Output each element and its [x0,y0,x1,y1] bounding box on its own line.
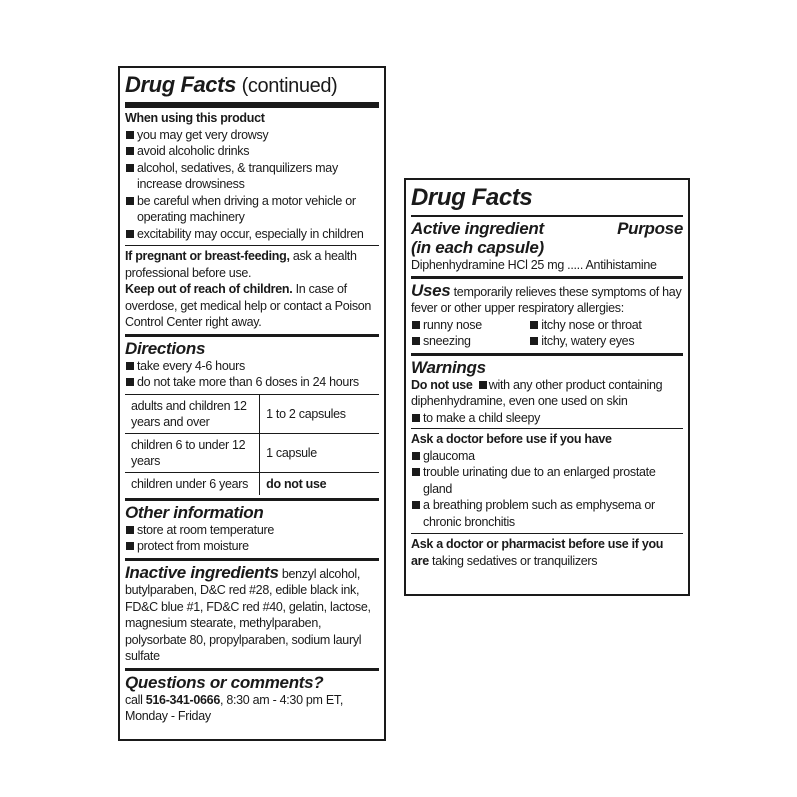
list-item: itchy, watery eyes [529,333,683,350]
inactive-ingredients-heading: Inactive ingredients [125,562,279,582]
list-item: store at room temperature [125,522,379,539]
table-cell: children under 6 years [125,472,260,495]
ask-pharmacist-bold: Ask a doctor or pharmacist before use if you are [411,537,664,568]
uses-text [411,281,683,317]
do-not-use-item: with any other product containing diphenhydramine, even one used on skin [411,377,663,408]
list-item: protect from moisture [125,538,379,555]
pregnancy-warning [125,248,379,281]
list-item: itchy nose or throat [529,317,683,334]
list-item: glaucoma [411,448,683,465]
uses-description: temporarily relieves these symptoms of hay fever or other upper respiratory allergies: [411,284,682,315]
directions-heading: Directions [125,338,206,358]
questions-text [125,692,379,725]
inactive-ingredients-text [125,563,379,665]
list-item: to make a child sleepy [411,410,683,427]
phone-number: 516-341-0666 [145,692,220,707]
directions-section [125,334,379,498]
keep-out-text: In case of overdose, get medical help or contact a Poison Control Center right away. [125,282,372,329]
when-using-section [125,108,379,245]
other-info-section [125,498,379,558]
questions-hours: , 8:30 am - 4:30 pm ET, Monday - Friday [125,692,344,723]
ask-pharmacist-text [411,536,683,569]
list-item: excitability may occur, especially in children [125,226,379,243]
pregnancy-bold: If pregnant or breast-feeding, [125,249,290,263]
title-text: Drug Facts [125,72,236,97]
table-cell: 1 to 2 capsules [260,394,379,433]
do-not-use-bold: Do not use [411,377,473,392]
warnings-heading: Warnings [411,357,486,377]
pregnancy-section [125,245,379,334]
table-cell: adults and children 12 years and over [125,394,260,433]
ask-pharmacist-section [411,533,683,572]
list-item: avoid alcoholic drinks [125,143,379,160]
questions-heading: Questions or comments? [125,672,324,692]
table-cell: do not use [260,472,379,495]
list-item: a breathing problem such as emphysema or chronic bronchitis [411,497,683,530]
dosage-table [125,394,379,495]
active-ingredient-subheading: (in each capsule) [411,238,544,257]
when-using-heading: When using this product [125,111,265,125]
pregnancy-text: ask a health professional before use. [125,249,357,280]
bullet-icon [479,381,487,389]
purpose-heading: Purpose [617,219,683,238]
keep-out-warning [125,281,379,331]
panel-title: Drug Facts [411,184,533,211]
list-item: do not take more than 6 doses in 24 hours [125,374,379,391]
questions-section [125,668,379,728]
drug-facts-continued-panel [118,66,386,741]
active-ingredient-section [411,217,683,276]
table-cell: children 6 to under 12 years [125,433,260,472]
ask-pharmacist-detail: taking sedatives or tranquilizers [428,553,598,568]
uses-heading: Uses [411,280,451,300]
ask-doctor-heading: Ask a doctor before use if you have [411,432,612,446]
title-continued: (continued) [241,75,338,97]
panel-title [125,72,379,99]
table-cell: 1 capsule [260,433,379,472]
drug-facts-panel [404,178,690,596]
questions-pre: call [125,692,146,707]
list-item: you may get very drowsy [125,127,379,144]
list-item: take every 4-6 hours [125,358,379,375]
inactive-ingredients-list: benzyl alcohol, butylparaben, D&C red #28, edible black ink, FD&C blue #1, FD&C red #40, gelatin, lactose, magnesium stearate, methylparaben, polysorbate 80, propylparaben, sodium lauryl sulfate [125,566,371,663]
ask-doctor-section [411,428,683,533]
uses-list [411,317,683,350]
uses-section [411,276,683,353]
keep-out-bold: Keep out of reach of children. [125,282,293,296]
list-item: sneezing [411,333,529,350]
table-row [125,472,379,495]
list-item: runny nose [411,317,529,334]
ingredient-line: Diphenhydramine HCl 25 mg ..... Antihistamine [411,258,657,272]
table-row [125,433,379,472]
do-not-use-line [411,377,683,410]
list-item: alcohol, sedatives, & tranquilizers may increase drowsiness [125,160,379,193]
list-item: trouble urinating due to an enlarged prostate gland [411,464,683,497]
active-ingredient-heading: Active ingredient [411,219,544,238]
inactive-ingredients-section [125,558,379,668]
warnings-section [411,353,683,576]
list-item: be careful when driving a motor vehicle or operating machinery [125,193,379,226]
other-info-heading: Other information [125,502,264,522]
active-ingredient-header [411,219,683,238]
table-row [125,394,379,433]
